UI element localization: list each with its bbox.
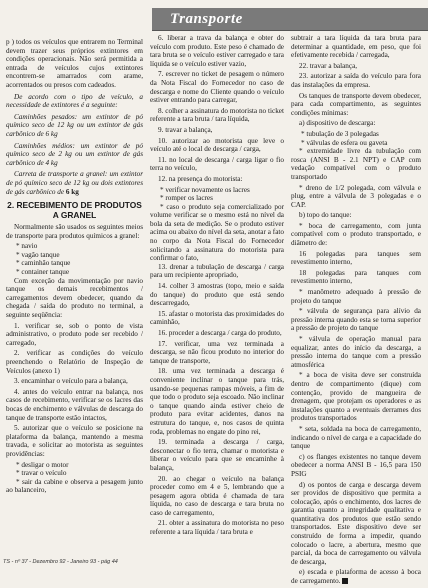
list-item: * verificar novamente os lacres <box>160 185 250 194</box>
paragraph-text: e) escada e plataforma de acesso à boca de carregamento. <box>291 568 421 586</box>
end-of-article-mark <box>342 578 348 584</box>
paragraph <box>6 170 143 196</box>
paragraph: * extremidade livre da tubulação com rosca (ANSI B - 2.1 NPT) e CAP com vedação compatível com o produto transportado <box>291 147 421 181</box>
paragraph: 6. liberar a trava da balança e obter do veículo com produto. Este peso é chamado de tara bruta se o veículo estiver carregado e tara líquida se o veículo estiver vazio, <box>150 34 284 68</box>
paragraph: * boca de carregamento, com junta compatível com o produto transportado, e diâmetro de: <box>291 221 421 248</box>
paragraph: 7. escrever no ticket de pesagem o número da Nota Fiscal do Fornecedor no caso de descarga e nome do Cliente quando o veículo estiver entrando para carregar, <box>150 70 284 105</box>
text-column-3 <box>291 34 421 588</box>
paragraph: Caminhões pesados: um extintor de pó químico seco de 12 kg ou um extintor de gás carbônico de 6 kg <box>6 112 143 138</box>
paragraph: 10. autorizar ao motorista que leve o veículo até o local de descarga / carga, <box>150 136 284 154</box>
page-footer: TS - nº 37 - Dezembro 92 - Janeiro 93 - pág 44 <box>3 559 118 565</box>
paragraph: subtrair a tara líquida da tara bruta para determinar a quantidade, em peso, que foi efetivamente recebida / carregada, <box>291 34 421 60</box>
paragraph: Caminhões médios: um extintor de pó químico seco de 2 kg ou um extintor de gás carbônico de 4 kg <box>6 141 143 167</box>
paragraph: De acordo com o tipo de veículo, a necessidade de extintores é a seguinte: <box>6 92 143 110</box>
paragraph: 11. no local de descarga / carga ligar o fio terra no veículo, <box>150 155 284 173</box>
paragraph: * manômetro adequado à pressão de projeto do tanque <box>291 288 421 305</box>
paragraph: 16 polegadas para tanques sem revestimento interno, <box>291 249 421 267</box>
paragraph: a) dispositivo de descarga: <box>299 119 376 128</box>
paragraph: 19. terminada a descarga / carga, desconectar o fio terra, chamar o motorista e liberar o veículo para que se encaminhe à balança, <box>150 438 284 472</box>
paragraph: 4. antes do veículo entrar na balança, nos casos de recebimento, verificar se os lacres das bocas de enchimento e válvulas de descarga do tanque de transporte estão intactos, <box>6 387 143 422</box>
paragraph: p ) todos os veículos que entrarem no Terminal devem trazer seus próprios extintores em condições operacionais. Não será permitida a entrada de veículos cujos extintores encontrem-se amarrados com arame, acorrentados ou presos com cadeados. <box>6 38 143 89</box>
list-item: * desligar o motor <box>16 460 69 469</box>
list-item: * vagão tanque <box>16 250 60 259</box>
paragraph: 9. travar a balança, <box>158 125 213 134</box>
list-item: * navio <box>16 242 38 251</box>
paragraph: 16. proceder a descarga / carga do produto, <box>158 329 282 337</box>
paragraph: * válvula de segurança para alívio da pressão interna quando esta se torna superior a pressão de projeto do tanque <box>291 307 421 333</box>
paragraph: * a boca de visita deve ser construída dentro de compartimento (dique) com contenção, provido de mangueira de drenagem, que protejam os operadores e as instalações quanto a eventuais derrames dos produtos transportados <box>291 371 421 423</box>
paragraph: * seta, soldada na boca de carregamento, indicando o nível de carga e a capacidade do tanque <box>291 424 421 451</box>
paragraph: 22. travar a balança, <box>299 61 358 70</box>
paragraph: 18 polegadas para tanques com revestimento interno, <box>291 268 421 286</box>
text-column-2 <box>150 34 284 539</box>
paragraph <box>291 568 421 585</box>
list-item: * válvulas de esfera ou gaveta <box>301 138 388 147</box>
paragraph: b) topo do tanque: <box>299 211 352 220</box>
paragraph: 2. verificar as condições do veículo preenchendo o Relatório de Inspeção de Veículos (anexo 1) <box>6 349 143 375</box>
paragraph: 5. autorizar que o veículo se posicione na plataforma da balança, mantendo a mesma travada, e solicitar ao motorista as seguintes providências: <box>6 424 143 458</box>
paragraph: 14. colher 3 amostras (topo, meio e saída do tanque) do produto que está sendo descarregado, <box>150 282 284 308</box>
paragraph: 17. verificar, uma vez terminada a descarga, se não ficou produto no interior do tanque de transporte, <box>150 339 284 365</box>
list-item: * container tanque <box>16 268 70 277</box>
paragraph-bold: 6 kg <box>65 187 79 196</box>
paragraph: c) os flanges existentes no tanque devem obedecer a norma ANSI B - 16,5 para 150 PSIG <box>291 452 421 478</box>
paragraph: 23. autorizar a saída do veículo para fora das instalações da empresa. <box>291 72 421 89</box>
list-item: * caso o produto seja comercializado por volume verificar se o mesmo está no nível da bola da seta de medição. Se o produto estiver acima ou abaixo do nível da seta, anotar a fato no corpo da Nota Fiscal do Fornecedor solicitando a assinatura do motorista para confirmar o fato, <box>150 202 284 263</box>
list-item: * sair da cabine e observa a pesagem junto ao balanceiro, <box>6 477 143 495</box>
list-item: * romper os lacres <box>160 194 213 203</box>
list-item: * travar o veículo <box>16 469 67 478</box>
paragraph: 15. afastar o motorista das proximidades do caminhão, <box>150 309 284 327</box>
text-column-1 <box>6 38 143 495</box>
paragraph: 3. encaminhar o veículo para a balança, <box>14 377 128 386</box>
paragraph: 13. drenar a tubulação de descarga / carga para um recipiente apropriado, <box>150 262 284 280</box>
paragraph: 12. na presença do motorista: <box>158 174 243 183</box>
paragraph: 8. colher a assinatura do motorista no ticket referente a tara bruta / tara líquida, <box>150 106 284 124</box>
paragraph: 20. ao chegar o veículo na balança proceder como em 4 e 5, lembrando que a pesagem agora obtida é chamada de tara líquida, no caso de descarga e tara bruta no caso de carregamento, <box>150 474 284 517</box>
paragraph: Normalmente são usados os seguintes meios de transporte para produtos químicos a granel: <box>6 223 143 240</box>
paragraph: 21. obter a assinatura do motorista no peso referente a tara líquida / tara bruta e <box>150 519 284 537</box>
list-item: * tubulação de 3 polegadas <box>301 129 379 138</box>
list-item: * caminhão tanque <box>16 259 71 268</box>
paragraph: 1. verificar se, sob o ponto de vista administrativo, o produto pode ser recebido / carregado, <box>6 321 143 347</box>
section-title: Transporte <box>170 11 243 27</box>
paragraph: d) os pontos de carga e descarga devem ser providos de dispositivo que permita a colocação, após o enchimento, dos lacres de garantia quanto a integridade qualitativa e quantitativa dos produtos que estão sendo transportados. Este dispositivo deve ser construído de forma a impedir, quando colocado o lacre, a abertura, mesmo que parcial, da boca de carregamento ou válvula de descarga, <box>291 480 421 566</box>
paragraph: * dreno de 1/2 polegada, com válvula e plug, entre a válvula de 3 polegadas e o CAP. <box>291 183 421 209</box>
paragraph: * válvula de operação manual para equalizar, antes do início da descarga, a pressão interna do tanque com a pressão atmosférica <box>291 335 421 369</box>
paragraph-text: Carreta de transporte a granel: um extintor de pó químico seco de 12 kg ou dois extintores de gás carbônico de <box>6 170 143 196</box>
paragraph: 18. uma vez terminada a descarga é conveniente inclinar o tanque para trás, usando-se pequenas rampas móveis, a fim de que todo o produto seja escoado. Não inclinar o tanque quando ainda estiver cheio de produto para evitar acidentes, danos na estrutura do tanque, e, nos casos de quinta roda, problemas no engate do pino rei, <box>150 367 284 436</box>
section-heading: 2. RECEBIMENTO DE PRODUTOS A GRANEL <box>7 200 142 221</box>
paragraph: Com exceção da movimentação por navio tanque os demais recebimentos / carregamentos devem obedecer, quando da chegada / saída do produto no terminal, a seguinte seqüência: <box>6 276 143 320</box>
paragraph: Os tanques de transporte devem obedecer, para cada compartimento, as seguintes condições mínimas: <box>291 91 421 117</box>
